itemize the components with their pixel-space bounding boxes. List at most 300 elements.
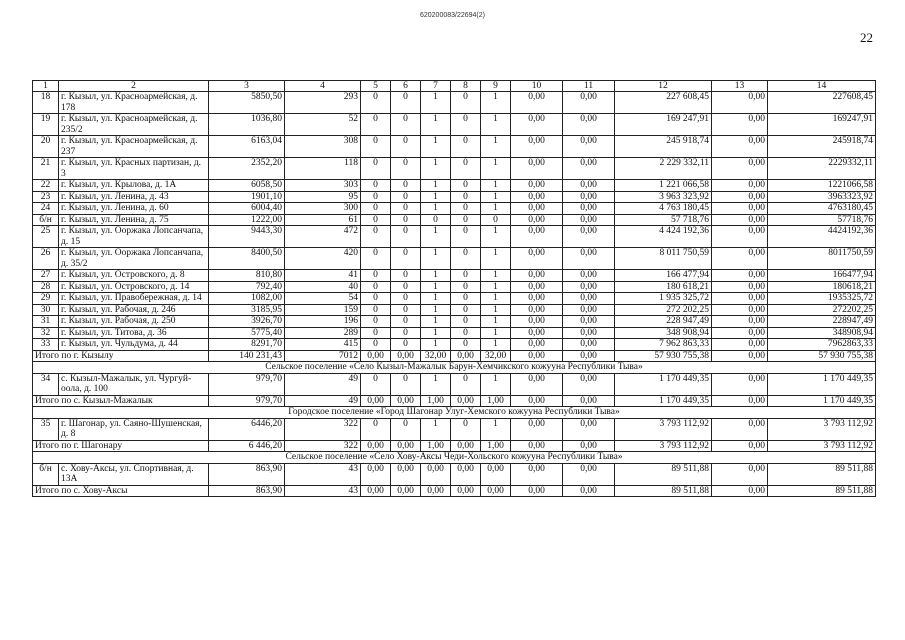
table-cell: 3926,70 — [209, 316, 285, 328]
table-cell: 0,00 — [563, 136, 615, 158]
table-cell: 792,40 — [209, 281, 285, 293]
table-cell: 0,00 — [563, 418, 615, 440]
address-cell: с. Кызыл-Мажалык, ул. Чургуй-оола, д. 100 — [59, 373, 209, 395]
table-cell: 348 908,94 — [615, 327, 712, 339]
total-cell: 0,00 — [391, 350, 421, 362]
total-row — [33, 440, 876, 452]
table-cell: 7962863,33 — [768, 339, 876, 351]
table-cell: 1 — [481, 327, 511, 339]
column-header: 1 — [33, 81, 59, 92]
table-cell: 1 221 066,58 — [615, 180, 712, 192]
table-cell: 0 — [361, 281, 391, 293]
table-cell: 4424192,36 — [768, 226, 876, 248]
table-cell: 0,00 — [451, 463, 481, 485]
total-cell: 0,00 — [451, 440, 481, 452]
total-cell: 89 511,88 — [615, 485, 712, 497]
table-cell: 0 — [391, 158, 421, 180]
table-cell: 0 — [451, 92, 481, 114]
section-row — [33, 407, 876, 419]
table-cell: 89 511,88 — [615, 463, 712, 485]
table-cell: 0 — [451, 114, 481, 136]
total-cell: 0,00 — [361, 350, 391, 362]
total-cell: 0,00 — [361, 395, 391, 407]
column-header: 9 — [481, 81, 511, 92]
table-cell: 0 — [451, 270, 481, 282]
table-cell: 0,00 — [563, 339, 615, 351]
table-cell: 1 — [421, 92, 451, 114]
table-cell: 1 — [421, 180, 451, 192]
table-cell: 293 — [285, 92, 361, 114]
table-cell: 0 — [361, 158, 391, 180]
table-cell: 1 — [481, 180, 511, 192]
table-cell: 0,00 — [361, 463, 391, 485]
table-cell: 0 — [451, 158, 481, 180]
total-cell: 0,00 — [563, 440, 615, 452]
table-cell: 348908,94 — [768, 327, 876, 339]
table-cell: 1 — [481, 226, 511, 248]
table-cell: 0 — [361, 248, 391, 270]
address-cell: г. Кызыл, ул. Рабочая, д. 250 — [59, 316, 209, 328]
table-cell: 0 — [451, 136, 481, 158]
total-cell: 0,00 — [451, 350, 481, 362]
table-cell: 166 477,94 — [615, 270, 712, 282]
total-label: Итого по с. Хову-Аксы — [33, 485, 209, 497]
total-cell: 0,00 — [421, 485, 451, 497]
table-cell: 0,00 — [563, 191, 615, 203]
table-cell: 289 — [285, 327, 361, 339]
address-cell: г. Кызыл, ул. Красноармейская, д. 235/2 — [59, 114, 209, 136]
table-cell: 0 — [481, 214, 511, 226]
table-cell: 1 — [481, 248, 511, 270]
table-cell: 0 — [361, 203, 391, 215]
table-cell: 0 — [361, 226, 391, 248]
address-cell: г. Кызыл, ул. Островского, д. 8 — [59, 270, 209, 282]
table-cell: 1 — [421, 281, 451, 293]
table-cell: 0,00 — [563, 373, 615, 395]
total-row — [33, 350, 876, 362]
table-cell: 54 — [285, 293, 361, 305]
total-cell: 140 231,43 — [209, 350, 285, 362]
table-row — [33, 463, 876, 485]
total-cell: 3 793 112,92 — [615, 440, 712, 452]
total-cell: 0,00 — [391, 395, 421, 407]
table-cell: 0 — [361, 339, 391, 351]
column-header: 11 — [563, 81, 615, 92]
table-cell: 227608,45 — [768, 92, 876, 114]
table-cell: 810,80 — [209, 270, 285, 282]
table-cell: 28 — [33, 281, 59, 293]
table-cell: 0,00 — [563, 304, 615, 316]
table-cell: 0 — [391, 114, 421, 136]
table-cell: 0,00 — [712, 316, 768, 328]
table-cell: 245918,74 — [768, 136, 876, 158]
table-cell: 40 — [285, 281, 361, 293]
total-cell: 0,00 — [563, 485, 615, 497]
table-cell: 57718,76 — [768, 214, 876, 226]
registry-table — [32, 80, 876, 497]
table-cell: 1 — [421, 136, 451, 158]
table-cell: 159 — [285, 304, 361, 316]
table-cell: 415 — [285, 339, 361, 351]
table-cell: 272 202,25 — [615, 304, 712, 316]
table-cell: 0,00 — [712, 339, 768, 351]
table-cell: 0,00 — [563, 114, 615, 136]
table-cell: б/н — [33, 463, 59, 485]
table-cell: 0,00 — [712, 136, 768, 158]
table-cell: 0,00 — [712, 373, 768, 395]
table-cell: 0,00 — [563, 327, 615, 339]
table-cell: 0,00 — [511, 270, 563, 282]
table-cell: 21 — [33, 158, 59, 180]
table-header-row — [33, 81, 876, 92]
table-cell: 0 — [361, 114, 391, 136]
table-cell: 49 — [285, 373, 361, 395]
total-cell: 1 170 449,35 — [615, 395, 712, 407]
table-cell: 0 — [361, 270, 391, 282]
table-cell: 0 — [451, 203, 481, 215]
total-cell: 1 170 449,35 — [768, 395, 876, 407]
address-cell: г. Кызыл, ул. Ленина, д. 43 — [59, 191, 209, 203]
table-cell: 0 — [451, 180, 481, 192]
table-cell: 6004,40 — [209, 203, 285, 215]
table-cell: 7 962 863,33 — [615, 339, 712, 351]
table-cell: 0 — [451, 316, 481, 328]
total-cell: 979,70 — [209, 395, 285, 407]
total-cell: 3 793 112,92 — [768, 440, 876, 452]
total-cell: 1,00 — [421, 440, 451, 452]
table-cell: 8291,70 — [209, 339, 285, 351]
table-cell: 0 — [451, 373, 481, 395]
table-cell: 0,00 — [481, 463, 511, 485]
total-cell: 0,00 — [712, 395, 768, 407]
table-cell: 0 — [451, 304, 481, 316]
table-cell: 0,00 — [712, 180, 768, 192]
table-cell: 43 — [285, 463, 361, 485]
table-cell: 35 — [33, 418, 59, 440]
table-cell: 3963323,92 — [768, 191, 876, 203]
table-cell: 57 718,76 — [615, 214, 712, 226]
table-cell: 1 — [421, 304, 451, 316]
table-cell: 0,00 — [563, 248, 615, 270]
address-cell: г. Кызыл, ул. Титова, д. 36 — [59, 327, 209, 339]
address-cell: г. Кызыл, ул. Красноармейская, д. 237 — [59, 136, 209, 158]
table-cell: 5850,50 — [209, 92, 285, 114]
table-cell: 227 608,45 — [615, 92, 712, 114]
table-cell: 0,00 — [563, 270, 615, 282]
table-cell: 0,00 — [563, 158, 615, 180]
address-cell: г. Кызыл, ул. Крылова, д. 1А — [59, 180, 209, 192]
table-cell: 0,00 — [511, 214, 563, 226]
table-cell: 303 — [285, 180, 361, 192]
table-cell: 0 — [451, 191, 481, 203]
table-cell: 1 — [421, 339, 451, 351]
table-cell: 8400,50 — [209, 248, 285, 270]
table-cell: 0,00 — [712, 293, 768, 305]
table-cell: 31 — [33, 316, 59, 328]
table-cell: 0 — [361, 304, 391, 316]
table-cell: 3 793 112,92 — [615, 418, 712, 440]
table-cell: 0,00 — [712, 463, 768, 485]
total-cell: 0,00 — [511, 440, 563, 452]
table-cell: 0 — [451, 281, 481, 293]
table-cell: 1 — [481, 203, 511, 215]
table-cell: 169 247,91 — [615, 114, 712, 136]
table-cell: 1 — [481, 304, 511, 316]
table-cell: 95 — [285, 191, 361, 203]
table-cell: 1 170 449,35 — [768, 373, 876, 395]
table-cell: 1 — [481, 281, 511, 293]
total-row — [33, 395, 876, 407]
table-cell: 0,00 — [511, 203, 563, 215]
table-cell: 52 — [285, 114, 361, 136]
table-cell: 0 — [361, 136, 391, 158]
table-cell: 0 — [451, 327, 481, 339]
table-cell: 27 — [33, 270, 59, 282]
table-cell: 30 — [33, 304, 59, 316]
total-label: Итого по г. Кызылу — [33, 350, 209, 362]
table-cell: 180618,21 — [768, 281, 876, 293]
table-cell: 6446,20 — [209, 418, 285, 440]
table-cell: 5775,40 — [209, 327, 285, 339]
total-cell: 0,00 — [451, 395, 481, 407]
table-cell: 0,00 — [712, 281, 768, 293]
table-cell: 1 — [481, 114, 511, 136]
table-cell: 1 — [481, 339, 511, 351]
address-cell: г. Кызыл, ул. Красноармейская, д. 178 — [59, 92, 209, 114]
section-title: Сельское поселение «Село Хову-Аксы Чеди-Хольского кожууна Республики Тыва» — [33, 452, 876, 464]
table-cell: 0 — [451, 226, 481, 248]
table-cell: 0,00 — [511, 136, 563, 158]
section-title: Городское поселение «Город Шагонар Улуг-Хемского кожууна Республики Тыва» — [33, 407, 876, 419]
table-cell: 6163,04 — [209, 136, 285, 158]
table-cell: 300 — [285, 203, 361, 215]
table-cell: 26 — [33, 248, 59, 270]
table-row — [33, 316, 876, 328]
column-header: 14 — [768, 81, 876, 92]
table-cell: 228 947,49 — [615, 316, 712, 328]
table-cell: 0,00 — [511, 373, 563, 395]
table-cell: 0,00 — [712, 191, 768, 203]
table-cell: 33 — [33, 339, 59, 351]
total-cell: 43 — [285, 485, 361, 497]
total-cell: 863,90 — [209, 485, 285, 497]
table-cell: 2229332,11 — [768, 158, 876, 180]
table-cell: 118 — [285, 158, 361, 180]
table-row — [33, 418, 876, 440]
column-header: 5 — [361, 81, 391, 92]
table-cell: 41 — [285, 270, 361, 282]
total-cell: 0,00 — [391, 485, 421, 497]
total-cell: 0,00 — [511, 395, 563, 407]
address-cell: г. Кызыл, ул. Чульдума, д. 44 — [59, 339, 209, 351]
address-cell: г. Кызыл, ул. Ленина, д. 60 — [59, 203, 209, 215]
table-cell: 0 — [361, 191, 391, 203]
total-cell: 0,00 — [511, 350, 563, 362]
table-row — [33, 203, 876, 215]
table-cell: 1 — [421, 158, 451, 180]
table-cell: 3 793 112,92 — [768, 418, 876, 440]
table-cell: 0,00 — [563, 293, 615, 305]
table-cell: 29 — [33, 293, 59, 305]
table-cell: 245 918,74 — [615, 136, 712, 158]
table-cell: 0 — [391, 281, 421, 293]
table-cell: 0 — [391, 373, 421, 395]
table-cell: 0 — [361, 316, 391, 328]
table-cell: 0,00 — [563, 214, 615, 226]
table-cell: 0 — [391, 136, 421, 158]
total-cell: 57 930 755,38 — [768, 350, 876, 362]
table-cell: 1 — [481, 373, 511, 395]
table-cell: 0 — [451, 214, 481, 226]
table-cell: 1 — [421, 114, 451, 136]
table-row — [33, 293, 876, 305]
table-cell: 3185,95 — [209, 304, 285, 316]
address-cell: г. Кызыл, ул. Ленина, д. 75 — [59, 214, 209, 226]
total-cell: 0,00 — [361, 440, 391, 452]
table-cell: 0 — [391, 304, 421, 316]
table-cell: 0,00 — [712, 248, 768, 270]
table-cell: 0 — [451, 418, 481, 440]
address-cell: г. Кызыл, ул. Рабочая, д. 246 — [59, 304, 209, 316]
table-cell: 18 — [33, 92, 59, 114]
table-cell: 0 — [391, 316, 421, 328]
table-cell: 1 — [421, 226, 451, 248]
table-cell: 1 — [421, 327, 451, 339]
table-cell: 0 — [361, 327, 391, 339]
table-row — [33, 214, 876, 226]
table-cell: 0 — [361, 293, 391, 305]
total-cell: 1,00 — [481, 395, 511, 407]
total-cell: 0,00 — [712, 350, 768, 362]
total-cell: 0,00 — [712, 485, 768, 497]
table-cell: 1 170 449,35 — [615, 373, 712, 395]
table-cell: 2 229 332,11 — [615, 158, 712, 180]
total-cell: 0,00 — [511, 485, 563, 497]
total-cell: 322 — [285, 440, 361, 452]
table-cell: 0,00 — [712, 158, 768, 180]
table-cell: 228947,49 — [768, 316, 876, 328]
total-cell: 0,00 — [712, 440, 768, 452]
table-cell: 0,00 — [563, 203, 615, 215]
table-cell: 20 — [33, 136, 59, 158]
table-cell: 19 — [33, 114, 59, 136]
table-cell: 0,00 — [511, 248, 563, 270]
table-cell: 0,00 — [511, 293, 563, 305]
table-cell: 0,00 — [712, 327, 768, 339]
table-cell: 0,00 — [511, 158, 563, 180]
column-header: 7 — [421, 81, 451, 92]
table-cell: 0 — [361, 214, 391, 226]
table-row — [33, 226, 876, 248]
column-header: 3 — [209, 81, 285, 92]
table-cell: 0,00 — [712, 270, 768, 282]
table-cell: 1 — [421, 191, 451, 203]
table-row — [33, 248, 876, 270]
table-cell: 0 — [391, 226, 421, 248]
address-cell: с. Хову-Аксы, ул. Спортивная, д. 13А — [59, 463, 209, 485]
table-cell: 0,00 — [563, 316, 615, 328]
table-cell: 3 963 323,92 — [615, 191, 712, 203]
table-cell: 169247,91 — [768, 114, 876, 136]
table-cell: 1 — [481, 418, 511, 440]
table-cell: 1 — [421, 203, 451, 215]
table-cell: 1 — [481, 158, 511, 180]
table-cell: 0,00 — [712, 226, 768, 248]
table-cell: 0 — [451, 248, 481, 270]
table-cell: 22 — [33, 180, 59, 192]
table-cell: 472 — [285, 226, 361, 248]
section-row — [33, 452, 876, 464]
table-row — [33, 339, 876, 351]
table-cell: 0 — [391, 270, 421, 282]
table-cell: 32 — [33, 327, 59, 339]
table-row — [33, 304, 876, 316]
table-cell: 863,90 — [209, 463, 285, 485]
table-cell: 1 — [421, 270, 451, 282]
table-cell: 0 — [391, 418, 421, 440]
table-cell: 0,00 — [511, 180, 563, 192]
table-cell: 0,00 — [391, 463, 421, 485]
table-cell: 0 — [391, 248, 421, 270]
table-cell: 4763180,45 — [768, 203, 876, 215]
table-cell: 9443,30 — [209, 226, 285, 248]
table-cell: 1 — [481, 316, 511, 328]
table-cell: 0,00 — [563, 281, 615, 293]
table-cell: 166477,94 — [768, 270, 876, 282]
document-id: 620200083/22694(2) — [419, 12, 485, 19]
table-cell: 1935325,72 — [768, 293, 876, 305]
table-cell: 0,00 — [712, 92, 768, 114]
table-cell: 0 — [421, 214, 451, 226]
table-cell: 0,00 — [511, 191, 563, 203]
column-header: 13 — [712, 81, 768, 92]
table-cell: 1 — [421, 316, 451, 328]
total-cell: 1,00 — [481, 440, 511, 452]
table-cell: 322 — [285, 418, 361, 440]
table-cell: 1901,10 — [209, 191, 285, 203]
table-row — [33, 136, 876, 158]
total-cell: 49 — [285, 395, 361, 407]
table-cell: 1 — [481, 136, 511, 158]
table-cell: 0 — [391, 293, 421, 305]
column-header: 12 — [615, 81, 712, 92]
total-cell: 0,00 — [563, 350, 615, 362]
table-cell: 0 — [391, 191, 421, 203]
column-header: 10 — [511, 81, 563, 92]
table-cell: 0,00 — [563, 463, 615, 485]
table-cell: 1 — [421, 373, 451, 395]
total-cell: 32,00 — [481, 350, 511, 362]
table-cell: 0,00 — [563, 180, 615, 192]
table-cell: 0,00 — [712, 418, 768, 440]
table-cell: 420 — [285, 248, 361, 270]
table-cell: 0 — [391, 203, 421, 215]
table-cell: 0,00 — [511, 226, 563, 248]
table-cell: 1 — [481, 293, 511, 305]
column-header: 8 — [451, 81, 481, 92]
table-row — [33, 270, 876, 282]
total-cell: 32,00 — [421, 350, 451, 362]
total-cell: 57 930 755,38 — [615, 350, 712, 362]
table-row — [33, 281, 876, 293]
total-label: Итого по г. Шагонару — [33, 440, 209, 452]
table-cell: 0 — [391, 339, 421, 351]
table-cell: 272202,25 — [768, 304, 876, 316]
table-row — [33, 158, 876, 180]
table-cell: 0,00 — [563, 92, 615, 114]
address-cell: г. Кызыл, ул. Ооржака Лопсанчапа, д. 15 — [59, 226, 209, 248]
table-cell: 1 — [421, 248, 451, 270]
